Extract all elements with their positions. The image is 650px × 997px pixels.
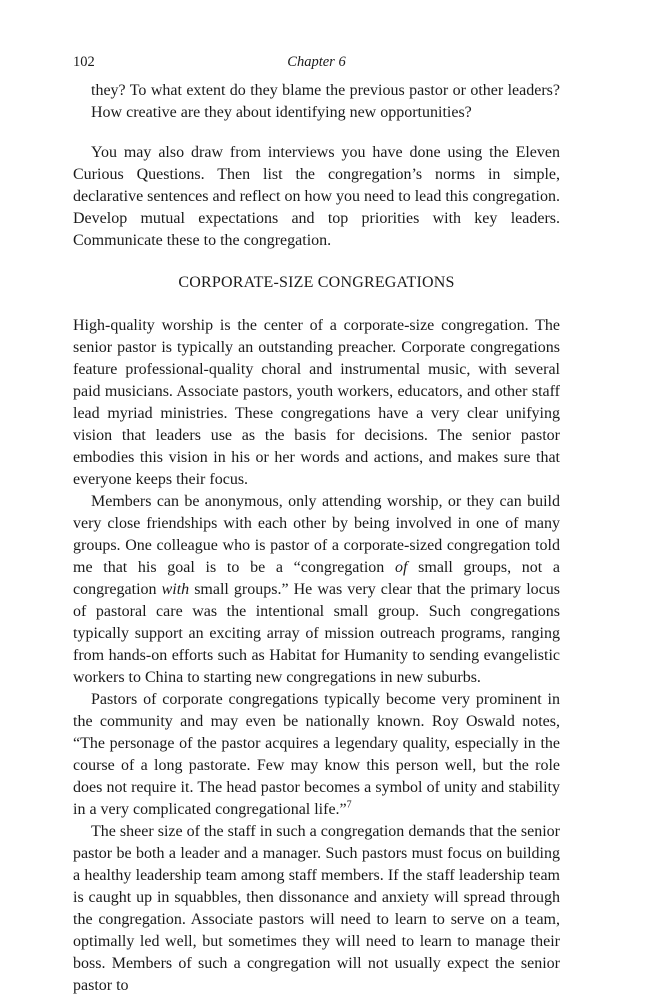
paragraph-2-text-c: small groups.” He was very clear that the primary locus of pastoral care was the intentional small group. Such congregations typically support an exciting array of mission outreach programs, ranging from hands-on efforts such as Habitat for Humanity to sending evangelistic workers to China to starting new congregations in new suburbs. bbox=[73, 581, 560, 686]
paragraph-3 bbox=[73, 689, 560, 821]
paragraph-4: The sheer size of the staff in such a congregation demands that the senior pastor be both a leader and a manager. Such pastors must focus on building a healthy leadership team among staff members. If the staff leadership team is caught up in squabbles, then dissonance and anxiety will spread through the congregation. Associate pastors will need to learn to serve on a team, optimally led well, but sometimes they will need to learn to manage their boss. Members of such a congregation will not usually expect the senior pastor to bbox=[73, 823, 560, 994]
running-head bbox=[73, 52, 560, 72]
continued-block-quote: they? To what extent do they blame the previous pastor or other leaders? How creative are they about identifying new opportunities? bbox=[91, 82, 560, 121]
paragraph-2-emphasis-of: of bbox=[395, 559, 408, 576]
body-text bbox=[73, 80, 560, 997]
chapter-label: Chapter 6 bbox=[287, 54, 346, 70]
page-number: 102 bbox=[73, 54, 95, 70]
paragraph-2-emphasis-with: with bbox=[161, 581, 190, 598]
section-heading: CORPORATE-SIZE CONGREGATIONS bbox=[178, 274, 455, 291]
paragraph-2-text-a: Members can be anonymous, only attending worship, or they can build very close friendships with each other by being involved in one of many groups. One colleague who is pastor of a corporate-sized congregation told me that his goal is to be a “congregation bbox=[73, 493, 560, 576]
paragraph-interviews: You may also draw from interviews you have done using the Eleven Curious Questions. Then list the congregation’s norms in simple, declarative sentences and reflect on how you need to lead this congregation. Develop mutual expectations and top priorities with key leaders. Communicate these to the congregation. bbox=[73, 144, 560, 249]
paragraph-1: High-quality worship is the center of a corporate-size congregation. The senior pastor is typically an outstanding preacher. Corporate congregations feature professional-quality choral and instrumental music, with several paid musicians. Associate pastors, youth workers, educators, and other staff lead myriad ministries. These congregations have a very clear unifying vision that leaders use as the basis for decisions. The senior pastor embodies this vision in his or her words and actions, and makes sure that everyone keeps their focus. bbox=[73, 317, 560, 488]
footnote-reference: 7 bbox=[346, 799, 352, 811]
paragraph-2 bbox=[73, 491, 560, 689]
paragraph-3-text: Pastors of corporate congregations typically become very prominent in the community and may even be nationally known. Roy Oswald notes, “The personage of the pastor acquires a legendary quality, especially in the course of a long pastorate. Few may know this person well, but the role does not require it. The head pastor becomes a symbol of unity and stability in a very complicated congregational life.” bbox=[73, 691, 560, 818]
paragraph-2-text-b: small groups, not a congregation bbox=[73, 559, 561, 598]
